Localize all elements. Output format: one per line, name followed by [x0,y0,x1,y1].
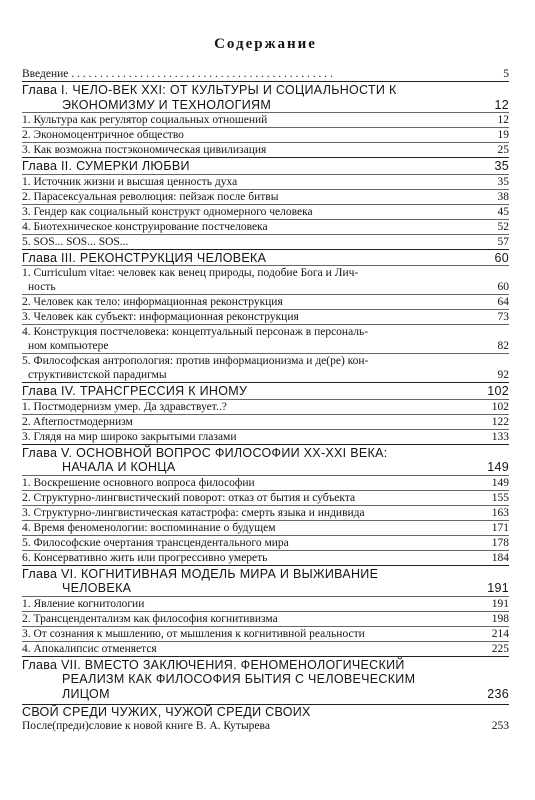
toc-entry-page: 45 [497,205,509,218]
toc-entry [22,429,509,444]
toc-entry-page: 171 [491,521,509,534]
toc-entry-page: 64 [497,296,509,308]
toc-entry [22,719,509,733]
toc-entry-title: 2. Парасексуальная революция: пейзаж после битвы [22,190,279,203]
toc-entry-title: Глава VI. КОГНИТИВНАЯ МОДЕЛЬ МИРА И ВЫЖИВАНИЕ [22,566,379,581]
toc-entry-page: 25 [497,144,509,156]
toc-entry-title: 3. Глядя на мир широко закрытыми глазами [22,430,237,443]
toc-entry [22,641,509,656]
toc-entry-title: 5. Философские очертания трансцендентального мира [22,536,289,549]
toc-entry-page: 35 [494,159,509,173]
toc-entry [22,249,509,266]
toc-entry-title: 2. Человек как тело: информационная реконструкция [22,296,283,308]
toc-entry-page: 122 [491,415,509,428]
toc-entry-page: 60 [494,250,509,265]
toc-entry-title: 4. Апокалипсис отменяется [22,642,157,655]
toc-entry [22,565,509,582]
toc-entry [22,672,509,687]
table-of-contents [22,67,509,733]
toc-entry-page: 57 [497,235,509,248]
toc-entry [22,142,509,157]
toc-entry-page: 191 [487,581,509,595]
toc-entry [22,596,509,611]
toc-entry [22,414,509,429]
toc-entry [22,490,509,505]
toc-entry-page: 52 [497,220,509,233]
toc-entry-page: 73 [497,311,509,323]
toc-entry-page: 149 [491,476,509,489]
toc-entry-title: После(преди)словие к новой книге В. А. Кутырева [22,720,270,732]
toc-entry [22,309,509,324]
toc-entry [22,475,509,490]
toc-entry-page: 178 [491,536,509,549]
toc-entry-title: 4. Время феноменологии: воспоминание о будущем [22,521,276,534]
toc-entry-title: 1. Постмодернизм умер. Да здравствует..? [22,400,227,413]
toc-entry-title: Глава III. РЕКОНСТРУКЦИЯ ЧЕЛОВЕКА [22,250,267,265]
toc-entry-page: 253 [491,720,509,732]
toc-entry [22,294,509,309]
toc-entry [22,98,509,113]
toc-entry-page: 163 [491,506,509,519]
toc-entry-page: 236 [487,686,509,701]
toc-entry [22,656,509,673]
toc-entry-page: 184 [491,551,509,564]
toc-entry-title: 1. Воскрешение основного вопроса философии [22,476,255,489]
toc-entry-page: 225 [491,642,509,655]
toc-entry [22,339,509,353]
toc-entry-title: 5. Философская антропология: против информационизма и де(ре) кон- [22,355,369,367]
toc-entry [22,353,509,368]
toc-entry-title: 6. Консервативно жить или прогрессивно умереть [22,551,268,564]
toc-entry-title: 3. От сознания к мышлению, от мышления к когнитивной реальности [22,627,365,640]
toc-entry [22,444,509,461]
toc-entry [22,581,509,596]
toc-entry [22,687,509,702]
toc-entry-title: Глава I. ЧЕЛО-ВЕК XXI: ОТ КУЛЬТУРЫ И СОЦИАЛЬНОСТИ К [22,83,397,97]
toc-entry-page: 133 [491,430,509,443]
toc-entry-title: ность [28,281,56,293]
toc-entry-page: 35 [497,175,509,188]
toc-entry [22,157,509,174]
toc-entry [22,265,509,280]
toc-entry-title: Глава IV. ТРАНСГРЕССИЯ К ИНОМУ [22,384,248,398]
toc-entry-page: 60 [497,281,509,293]
toc-entry [22,368,509,382]
toc-entry-title: НАЧАЛА И КОНЦА [62,460,176,474]
toc-entry-title: Глава V. ОСНОВНОЙ ВОПРОС ФИЛОСОФИИ XX-XXI ВЕКА: [22,445,388,460]
toc-entry-title: 1. Явление когнитологии [22,597,145,610]
toc-entry [22,324,509,339]
toc-entry [22,550,509,565]
toc-entry-page: 214 [491,627,509,640]
toc-entry [22,520,509,535]
page-title: Содержание [214,36,317,52]
toc-entry-title: Введение . . . . . . . . . . . . . . . . . . . . . . . . . . . . . . . . . . . . . . . . . . . . . . [22,68,333,80]
toc-entry-title: 3. Структурно-лингвистическая катастрофа: смерть языка и индивида [22,506,365,519]
toc-entry-page: 5 [503,68,509,80]
toc-entry [22,704,509,719]
toc-entry [22,382,509,399]
toc-entry-page: 92 [497,369,509,381]
toc-entry-title: 3. Гендер как социальный конструкт одномерного человека [22,205,313,218]
toc-entry [22,67,509,81]
toc-entry [22,399,509,414]
toc-entry-title: 2. Структурно-лингвистический поворот: отказ от бытия и субъекта [22,491,356,504]
toc-entry-page: 191 [491,597,509,610]
toc-entry-page: 102 [491,400,509,413]
toc-entry-title: 1. Культура как регулятор социальных отношений [22,114,268,126]
toc-entry-title: ном компьютере [28,340,109,352]
toc-entry-title: 3. Человек как субъект: информационная реконструкция [22,311,299,323]
toc-entry [22,460,509,475]
toc-entry-title: структивистской парадигмы [28,369,167,381]
toc-entry-title: 2. Afterпостмодернизм [22,415,133,428]
toc-entry [22,174,509,189]
toc-entry-page: 102 [487,384,509,398]
toc-entry [22,189,509,204]
toc-entry [22,81,509,98]
toc-entry [22,219,509,234]
toc-entry [22,611,509,626]
toc-entry-title: ЛИЦОМ [62,686,110,701]
toc-entry-page: 198 [491,612,509,625]
toc-entry-title: ЭКОНОМИЗМУ И ТЕХНОЛОГИЯМ [62,97,272,112]
toc-entry-title: ЧЕЛОВЕКА [62,581,132,595]
toc-entry-page: 12 [494,97,509,112]
toc-entry-page: 38 [497,190,509,203]
toc-entry [22,505,509,520]
toc-entry-title: 2. Трансцендентализм как философия когнитивизма [22,612,278,625]
toc-entry-page: 82 [497,340,509,352]
toc-entry-title: 1. Источник жизни и высшая ценность духа [22,175,238,188]
toc-entry-title: 4. Конструкция постчеловека: концептуальный персонаж в персональ- [22,326,369,338]
toc-entry [22,204,509,219]
toc-entry-title: Глава VII. ВМЕСТО ЗАКЛЮЧЕНИЯ. ФЕНОМЕНОЛОГИЧЕСКИЙ [22,657,405,672]
toc-entry [22,535,509,550]
toc-entry-title: РЕАЛИЗМ КАК ФИЛОСОФИЯ БЫТИЯ С ЧЕЛОВЕЧЕСКИМ [62,672,416,686]
toc-entry-page: 19 [497,129,509,141]
toc-entry-page: 12 [497,114,509,126]
toc-entry-title: СВОЙ СРЕДИ ЧУЖИХ, ЧУЖОЙ СРЕДИ СВОИХ [22,705,311,719]
toc-entry-page: 149 [487,460,509,474]
toc-entry-title: 5. SOS... SOS... SOS... [22,235,129,248]
toc-entry-title: 3. Как возможна постэкономическая цивилизация [22,144,267,156]
toc-entry-page: 155 [491,491,509,504]
toc-entry [22,234,509,249]
toc-entry [22,626,509,641]
toc-entry [22,127,509,142]
toc-entry [22,280,509,294]
toc-entry [22,112,509,127]
toc-entry-title: 2. Экономоцентричное общество [22,129,184,141]
toc-entry-title: 4. Биотехническое конструирование постчеловека [22,220,268,233]
toc-entry-title: 1. Curriculum vitae: человек как венец природы, подобие Бога и Лич- [22,267,359,279]
toc-entry-title: Глава II. СУМЕРКИ ЛЮБВИ [22,159,190,173]
